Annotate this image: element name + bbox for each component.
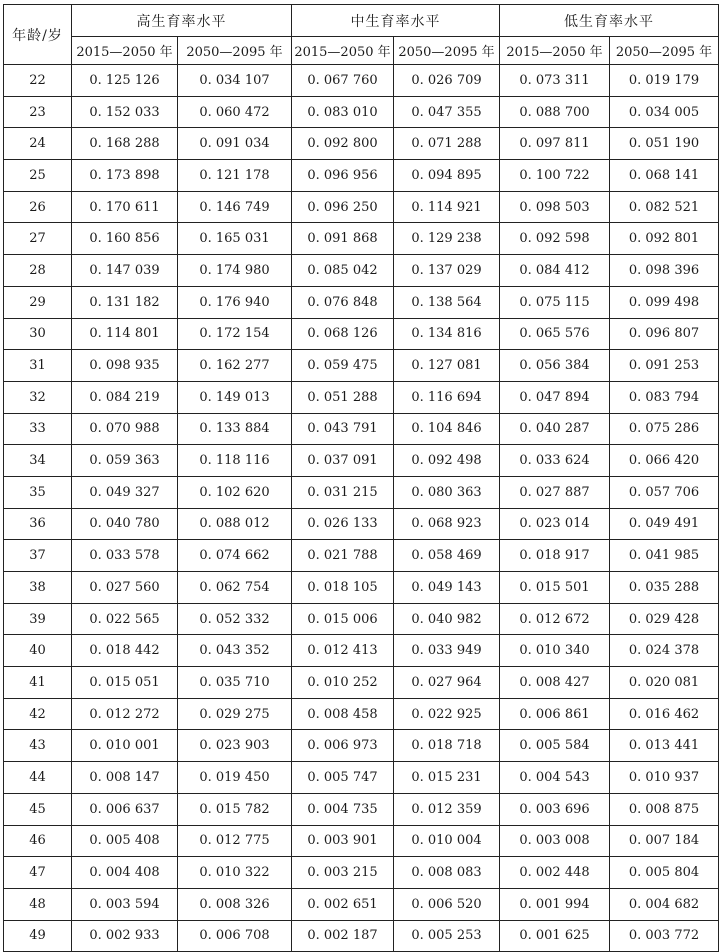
table-row: [4, 920, 719, 952]
value-cell: 0. 018 442: [72, 635, 178, 667]
value-cell: 0. 162 277: [178, 350, 292, 382]
table-row: [4, 698, 719, 730]
value-cell: 0. 033 949: [394, 635, 500, 667]
value-cell: 0. 052 332: [178, 603, 292, 635]
value-cell: 0. 012 672: [500, 603, 610, 635]
value-cell: 0. 125 126: [72, 65, 178, 97]
value-cell: 0. 092 801: [610, 223, 719, 255]
value-cell: 0. 002 651: [292, 888, 394, 920]
value-cell: 0. 075 115: [500, 286, 610, 318]
value-cell: 0. 049 491: [610, 508, 719, 540]
value-cell: 0. 026 709: [394, 65, 500, 97]
value-cell: 0. 012 359: [394, 793, 500, 825]
age-cell: 41: [4, 667, 72, 699]
value-cell: 0. 008 875: [610, 793, 719, 825]
value-cell: 0. 165 031: [178, 223, 292, 255]
value-cell: 0. 005 747: [292, 762, 394, 794]
value-cell: 0. 006 520: [394, 888, 500, 920]
value-cell: 0. 049 327: [72, 476, 178, 508]
header-row-groups: [4, 5, 719, 37]
value-cell: 0. 068 141: [610, 160, 719, 192]
value-cell: 0. 022 565: [72, 603, 178, 635]
value-cell: 0. 002 933: [72, 920, 178, 952]
value-cell: 0. 015 782: [178, 793, 292, 825]
value-cell: 0. 092 498: [394, 445, 500, 477]
value-cell: 0. 005 253: [394, 920, 500, 952]
value-cell: 0. 023 903: [178, 730, 292, 762]
value-cell: 0. 018 105: [292, 572, 394, 604]
table-row: [4, 635, 719, 667]
value-cell: 0. 003 008: [500, 825, 610, 857]
value-cell: 0. 060 472: [178, 96, 292, 128]
age-cell: 43: [4, 730, 72, 762]
value-cell: 0. 096 807: [610, 318, 719, 350]
table-row: [4, 286, 719, 318]
value-cell: 0. 098 396: [610, 255, 719, 287]
value-cell: 0. 059 363: [72, 445, 178, 477]
value-cell: 0. 041 985: [610, 540, 719, 572]
value-cell: 0. 006 637: [72, 793, 178, 825]
value-cell: 0. 073 311: [500, 65, 610, 97]
value-cell: 0. 019 179: [610, 65, 719, 97]
age-cell: 49: [4, 920, 72, 952]
age-cell: 26: [4, 191, 72, 223]
value-cell: 0. 047 355: [394, 96, 500, 128]
value-cell: 0. 127 081: [394, 350, 500, 382]
value-cell: 0. 102 620: [178, 476, 292, 508]
table-row: [4, 191, 719, 223]
table-row: [4, 857, 719, 889]
period-header: 2050—2095 年: [178, 37, 292, 65]
age-cell: 24: [4, 128, 72, 160]
value-cell: 0. 008 458: [292, 698, 394, 730]
value-cell: 0. 010 340: [500, 635, 610, 667]
age-cell: 27: [4, 223, 72, 255]
age-cell: 37: [4, 540, 72, 572]
value-cell: 0. 010 001: [72, 730, 178, 762]
value-cell: 0. 098 935: [72, 350, 178, 382]
value-cell: 0. 096 250: [292, 191, 394, 223]
period-header: 2015—2050 年: [500, 37, 610, 65]
age-cell: 45: [4, 793, 72, 825]
age-cell: 47: [4, 857, 72, 889]
age-cell: 29: [4, 286, 72, 318]
value-cell: 0. 091 868: [292, 223, 394, 255]
value-cell: 0. 005 804: [610, 857, 719, 889]
value-cell: 0. 005 584: [500, 730, 610, 762]
value-cell: 0. 094 895: [394, 160, 500, 192]
value-cell: 0. 006 973: [292, 730, 394, 762]
value-cell: 0. 027 887: [500, 476, 610, 508]
table-row: [4, 667, 719, 699]
fertility-table-container: [3, 4, 719, 952]
value-cell: 0. 083 010: [292, 96, 394, 128]
value-cell: 0. 027 964: [394, 667, 500, 699]
value-cell: 0. 100 722: [500, 160, 610, 192]
value-cell: 0. 012 413: [292, 635, 394, 667]
value-cell: 0. 023 014: [500, 508, 610, 540]
value-cell: 0. 021 788: [292, 540, 394, 572]
value-cell: 0. 033 624: [500, 445, 610, 477]
table-row: [4, 318, 719, 350]
value-cell: 0. 008 147: [72, 762, 178, 794]
value-cell: 0. 037 091: [292, 445, 394, 477]
age-cell: 38: [4, 572, 72, 604]
value-cell: 0. 118 116: [178, 445, 292, 477]
value-cell: 0. 043 352: [178, 635, 292, 667]
age-cell: 34: [4, 445, 72, 477]
group-header-medium: 中生育率水平: [292, 5, 500, 37]
value-cell: 0. 146 749: [178, 191, 292, 223]
table-row: [4, 65, 719, 97]
table-row: [4, 730, 719, 762]
value-cell: 0. 058 469: [394, 540, 500, 572]
value-cell: 0. 004 543: [500, 762, 610, 794]
age-cell: 44: [4, 762, 72, 794]
value-cell: 0. 084 219: [72, 381, 178, 413]
table-header: [4, 5, 719, 65]
period-header: 2015—2050 年: [72, 37, 178, 65]
value-cell: 0. 174 980: [178, 255, 292, 287]
value-cell: 0. 012 775: [178, 825, 292, 857]
value-cell: 0. 083 794: [610, 381, 719, 413]
value-cell: 0. 092 800: [292, 128, 394, 160]
value-cell: 0. 010 252: [292, 667, 394, 699]
value-cell: 0. 018 718: [394, 730, 500, 762]
value-cell: 0. 068 923: [394, 508, 500, 540]
value-cell: 0. 129 238: [394, 223, 500, 255]
table-row: [4, 350, 719, 382]
value-cell: 0. 173 898: [72, 160, 178, 192]
table-row: [4, 476, 719, 508]
value-cell: 0. 024 378: [610, 635, 719, 667]
value-cell: 0. 001 625: [500, 920, 610, 952]
age-cell: 32: [4, 381, 72, 413]
value-cell: 0. 003 772: [610, 920, 719, 952]
age-cell: 35: [4, 476, 72, 508]
value-cell: 0. 007 184: [610, 825, 719, 857]
value-cell: 0. 013 441: [610, 730, 719, 762]
value-cell: 0. 027 560: [72, 572, 178, 604]
value-cell: 0. 114 801: [72, 318, 178, 350]
value-cell: 0. 114 921: [394, 191, 500, 223]
value-cell: 0. 134 816: [394, 318, 500, 350]
age-column-header: 年龄/岁: [4, 5, 72, 65]
group-header-high: 高生育率水平: [72, 5, 292, 37]
value-cell: 0. 010 004: [394, 825, 500, 857]
value-cell: 0. 020 081: [610, 667, 719, 699]
value-cell: 0. 004 735: [292, 793, 394, 825]
value-cell: 0. 051 288: [292, 381, 394, 413]
value-cell: 0. 001 994: [500, 888, 610, 920]
value-cell: 0. 043 791: [292, 413, 394, 445]
table-row: [4, 413, 719, 445]
table-row: [4, 223, 719, 255]
value-cell: 0. 059 475: [292, 350, 394, 382]
age-cell: 39: [4, 603, 72, 635]
value-cell: 0. 049 143: [394, 572, 500, 604]
value-cell: 0. 006 708: [178, 920, 292, 952]
period-header: 2015—2050 年: [292, 37, 394, 65]
age-cell: 40: [4, 635, 72, 667]
value-cell: 0. 002 187: [292, 920, 394, 952]
value-cell: 0. 010 937: [610, 762, 719, 794]
value-cell: 0. 018 917: [500, 540, 610, 572]
value-cell: 0. 152 033: [72, 96, 178, 128]
value-cell: 0. 084 412: [500, 255, 610, 287]
value-cell: 0. 008 427: [500, 667, 610, 699]
value-cell: 0. 071 288: [394, 128, 500, 160]
table-row: [4, 825, 719, 857]
value-cell: 0. 066 420: [610, 445, 719, 477]
value-cell: 0. 034 005: [610, 96, 719, 128]
table-body: [4, 65, 719, 952]
value-cell: 0. 099 498: [610, 286, 719, 318]
value-cell: 0. 088 012: [178, 508, 292, 540]
value-cell: 0. 133 884: [178, 413, 292, 445]
value-cell: 0. 131 182: [72, 286, 178, 318]
value-cell: 0. 015 501: [500, 572, 610, 604]
value-cell: 0. 015 006: [292, 603, 394, 635]
value-cell: 0. 029 275: [178, 698, 292, 730]
value-cell: 0. 015 231: [394, 762, 500, 794]
age-cell: 31: [4, 350, 72, 382]
value-cell: 0. 074 662: [178, 540, 292, 572]
table-row: [4, 255, 719, 287]
value-cell: 0. 004 682: [610, 888, 719, 920]
value-cell: 0. 034 107: [178, 65, 292, 97]
age-cell: 36: [4, 508, 72, 540]
value-cell: 0. 003 696: [500, 793, 610, 825]
value-cell: 0. 088 700: [500, 96, 610, 128]
period-header: 2050—2095 年: [394, 37, 500, 65]
value-cell: 0. 091 034: [178, 128, 292, 160]
value-cell: 0. 004 408: [72, 857, 178, 889]
age-cell: 46: [4, 825, 72, 857]
value-cell: 0. 015 051: [72, 667, 178, 699]
value-cell: 0. 029 428: [610, 603, 719, 635]
value-cell: 0. 051 190: [610, 128, 719, 160]
table-row: [4, 128, 719, 160]
value-cell: 0. 147 039: [72, 255, 178, 287]
table-row: [4, 793, 719, 825]
value-cell: 0. 040 780: [72, 508, 178, 540]
table-row: [4, 508, 719, 540]
fertility-rate-table: [3, 4, 719, 952]
value-cell: 0. 104 846: [394, 413, 500, 445]
value-cell: 0. 040 287: [500, 413, 610, 445]
table-row: [4, 572, 719, 604]
table-row: [4, 160, 719, 192]
table-row: [4, 762, 719, 794]
value-cell: 0. 033 578: [72, 540, 178, 572]
age-cell: 30: [4, 318, 72, 350]
value-cell: 0. 067 760: [292, 65, 394, 97]
value-cell: 0. 170 611: [72, 191, 178, 223]
group-header-low: 低生育率水平: [500, 5, 719, 37]
value-cell: 0. 010 322: [178, 857, 292, 889]
value-cell: 0. 006 861: [500, 698, 610, 730]
age-cell: 48: [4, 888, 72, 920]
value-cell: 0. 035 710: [178, 667, 292, 699]
value-cell: 0. 005 408: [72, 825, 178, 857]
value-cell: 0. 031 215: [292, 476, 394, 508]
value-cell: 0. 075 286: [610, 413, 719, 445]
value-cell: 0. 012 272: [72, 698, 178, 730]
value-cell: 0. 080 363: [394, 476, 500, 508]
period-header: 2050—2095 年: [610, 37, 719, 65]
value-cell: 0. 085 042: [292, 255, 394, 287]
value-cell: 0. 057 706: [610, 476, 719, 508]
age-cell: 23: [4, 96, 72, 128]
value-cell: 0. 002 448: [500, 857, 610, 889]
table-row: [4, 540, 719, 572]
value-cell: 0. 070 988: [72, 413, 178, 445]
value-cell: 0. 035 288: [610, 572, 719, 604]
table-row: [4, 381, 719, 413]
value-cell: 0. 062 754: [178, 572, 292, 604]
value-cell: 0. 172 154: [178, 318, 292, 350]
value-cell: 0. 003 215: [292, 857, 394, 889]
value-cell: 0. 016 462: [610, 698, 719, 730]
value-cell: 0. 121 178: [178, 160, 292, 192]
value-cell: 0. 096 956: [292, 160, 394, 192]
value-cell: 0. 098 503: [500, 191, 610, 223]
value-cell: 0. 047 894: [500, 381, 610, 413]
table-row: [4, 96, 719, 128]
value-cell: 0. 137 029: [394, 255, 500, 287]
value-cell: 0. 168 288: [72, 128, 178, 160]
table-row: [4, 603, 719, 635]
age-cell: 42: [4, 698, 72, 730]
header-row-periods: [4, 37, 719, 65]
table-row: [4, 445, 719, 477]
value-cell: 0. 097 811: [500, 128, 610, 160]
age-cell: 25: [4, 160, 72, 192]
value-cell: 0. 092 598: [500, 223, 610, 255]
value-cell: 0. 160 856: [72, 223, 178, 255]
age-cell: 28: [4, 255, 72, 287]
value-cell: 0. 003 901: [292, 825, 394, 857]
table-row: [4, 888, 719, 920]
value-cell: 0. 008 083: [394, 857, 500, 889]
value-cell: 0. 076 848: [292, 286, 394, 318]
value-cell: 0. 040 982: [394, 603, 500, 635]
value-cell: 0. 149 013: [178, 381, 292, 413]
age-cell: 33: [4, 413, 72, 445]
value-cell: 0. 056 384: [500, 350, 610, 382]
value-cell: 0. 116 694: [394, 381, 500, 413]
value-cell: 0. 082 521: [610, 191, 719, 223]
value-cell: 0. 138 564: [394, 286, 500, 318]
value-cell: 0. 176 940: [178, 286, 292, 318]
value-cell: 0. 019 450: [178, 762, 292, 794]
value-cell: 0. 091 253: [610, 350, 719, 382]
value-cell: 0. 022 925: [394, 698, 500, 730]
value-cell: 0. 068 126: [292, 318, 394, 350]
value-cell: 0. 065 576: [500, 318, 610, 350]
value-cell: 0. 026 133: [292, 508, 394, 540]
age-cell: 22: [4, 65, 72, 97]
value-cell: 0. 003 594: [72, 888, 178, 920]
value-cell: 0. 008 326: [178, 888, 292, 920]
